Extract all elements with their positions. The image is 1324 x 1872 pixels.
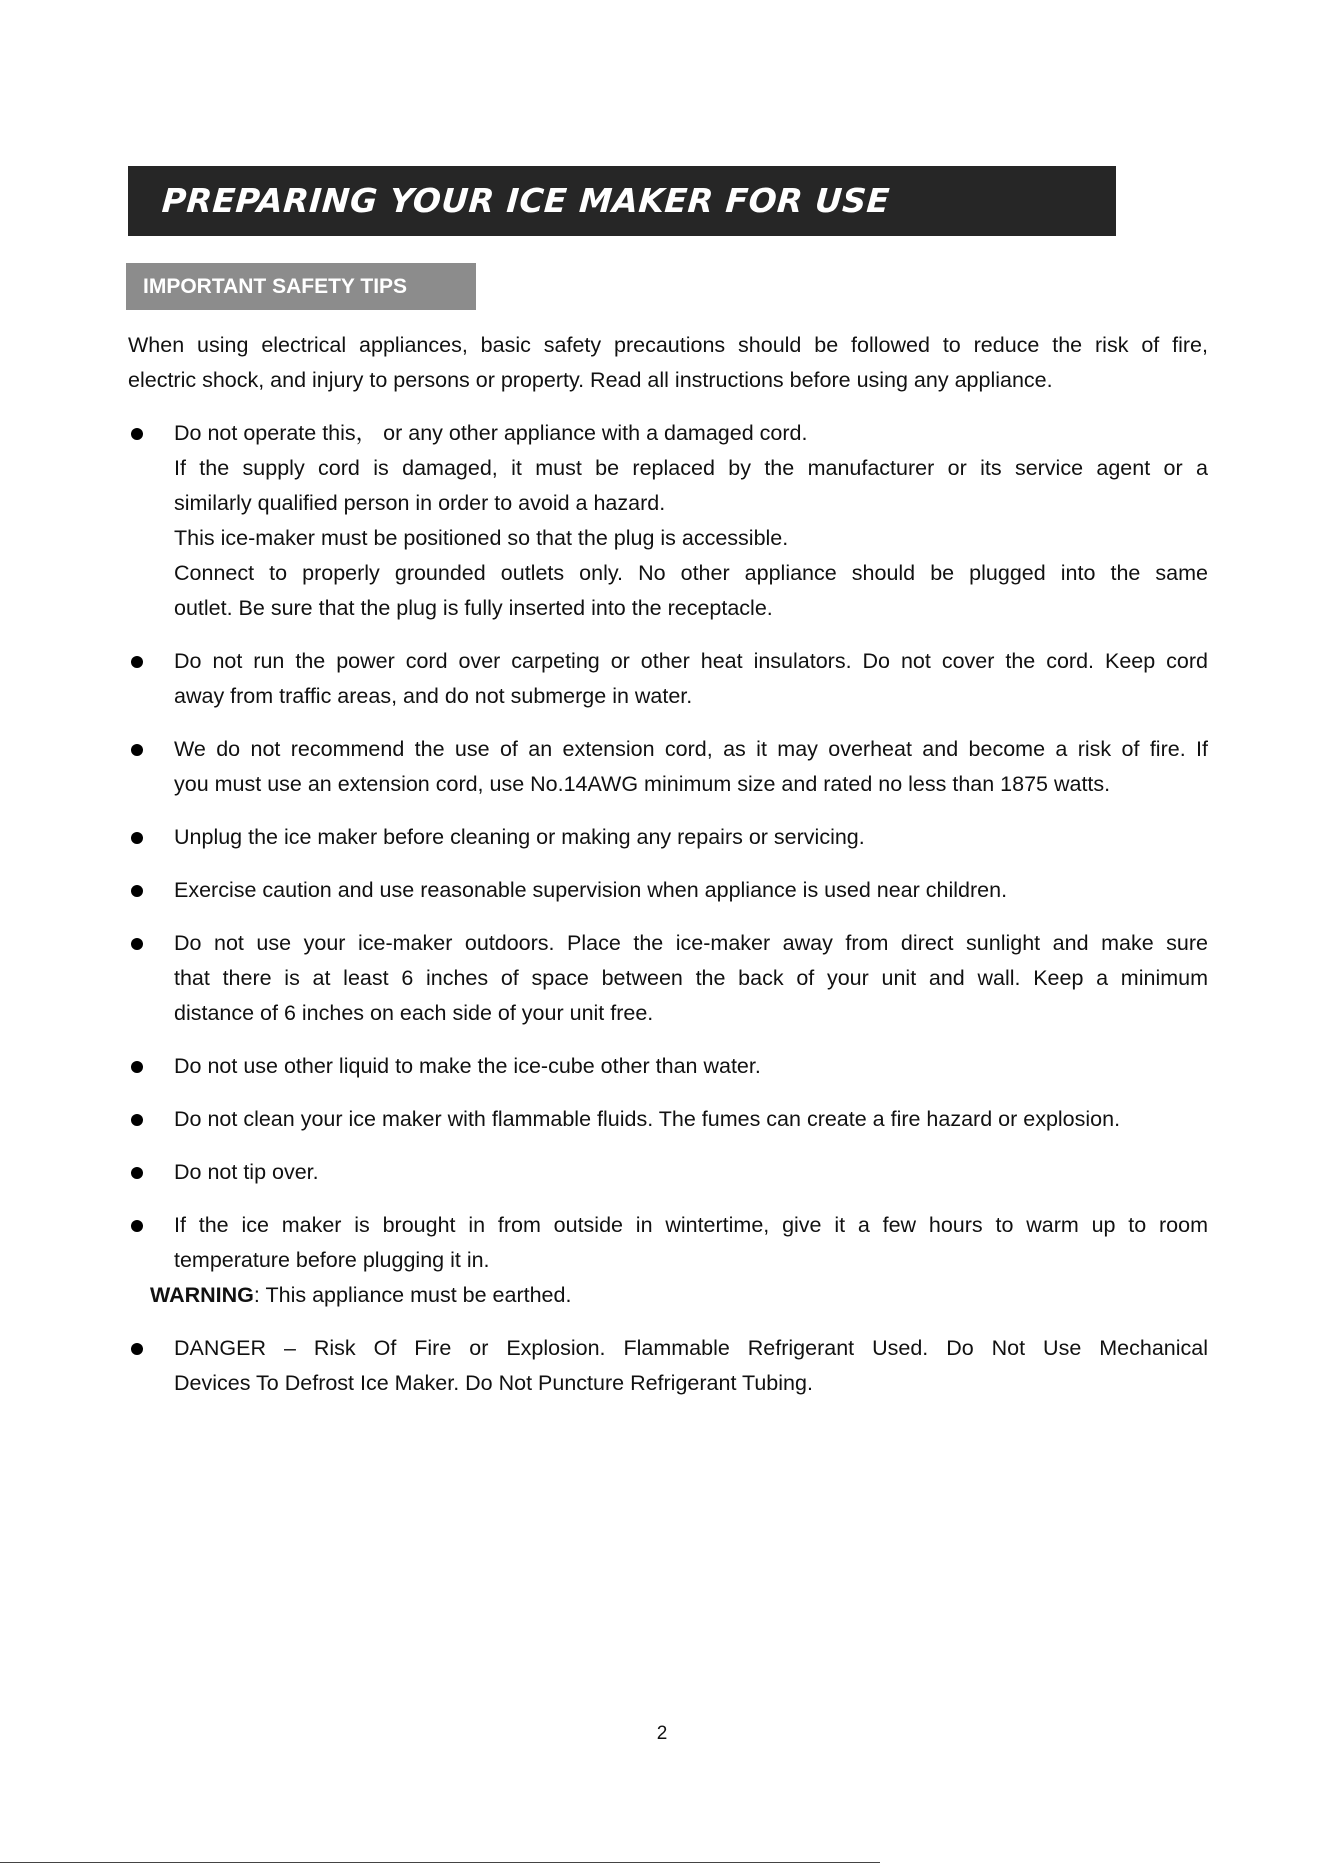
item-line: Do not operate this， or any other appliance with a damaged cord. bbox=[174, 421, 808, 445]
item-line: away from traffic areas, and do not submerge in water. bbox=[174, 684, 693, 708]
bullet-icon bbox=[131, 1343, 143, 1355]
bullet-icon bbox=[131, 938, 143, 950]
item-line: Exercise caution and use reasonable supervision when appliance is used near children. bbox=[174, 878, 1008, 902]
item-line: temperature before plugging it in. bbox=[174, 1248, 490, 1272]
item-line: This ice-maker must be positioned so that the plug is accessible. bbox=[174, 526, 789, 550]
bullet-icon bbox=[131, 1061, 143, 1073]
intro-paragraph bbox=[128, 328, 1208, 398]
list-item bbox=[128, 732, 1208, 802]
item-line: Connect to properly grounded outlets only. No other appliance should be plugged into the same bbox=[174, 561, 1208, 585]
item-line: Do not tip over. bbox=[174, 1160, 319, 1184]
subheading-box bbox=[126, 263, 476, 310]
list-item bbox=[128, 1331, 1208, 1401]
item-line: If the ice maker is brought in from outside in wintertime, give it a few hours to warm up to room bbox=[174, 1213, 1208, 1237]
page-title: PREPARING YOUR ICE MAKER FOR USE bbox=[160, 181, 892, 220]
item-line: Do not use other liquid to make the ice-cube other than water. bbox=[174, 1054, 761, 1078]
intro-line: When using electrical appliances, basic safety precautions should be followed to reduce the risk of fire, bbox=[128, 333, 1208, 357]
bullet-icon bbox=[131, 744, 143, 756]
item-line: Do not use your ice-maker outdoors. Place the ice-maker away from direct sunlight and make sure bbox=[174, 931, 1208, 955]
bullet-icon bbox=[131, 885, 143, 897]
bullet-icon bbox=[131, 656, 143, 668]
item-line: If the supply cord is damaged, it must be replaced by the manufacturer or its service agent or a bbox=[174, 456, 1208, 480]
item-line: distance of 6 inches on each side of your unit free. bbox=[174, 1001, 654, 1025]
list-item bbox=[128, 926, 1208, 1031]
bullet-icon bbox=[131, 1114, 143, 1126]
section-title-bar bbox=[128, 166, 1116, 236]
list-item bbox=[128, 873, 1208, 908]
item-line: We do not recommend the use of an extension cord, as it may overheat and become a risk of fire. If bbox=[174, 737, 1208, 761]
list-item bbox=[128, 1049, 1208, 1084]
list-item bbox=[128, 416, 1208, 626]
item-line: Devices To Defrost Ice Maker. Do Not Puncture Refrigerant Tubing. bbox=[174, 1371, 813, 1395]
list-item bbox=[128, 820, 1208, 855]
list-item bbox=[128, 644, 1208, 714]
page-number: 2 bbox=[656, 1723, 668, 1744]
list-item bbox=[128, 1208, 1208, 1278]
safety-tips-list bbox=[128, 416, 1208, 1419]
intro-line: electric shock, and injury to persons or property. Read all instructions before using any appliance. bbox=[128, 368, 1053, 392]
bullet-icon bbox=[131, 832, 143, 844]
item-line: Unplug the ice maker before cleaning or making any repairs or servicing. bbox=[174, 825, 865, 849]
warning-note bbox=[150, 1278, 1208, 1313]
item-line: Do not run the power cord over carpeting or other heat insulators. Do not cover the cord. Keep cord bbox=[174, 649, 1208, 673]
item-line: outlet. Be sure that the plug is fully inserted into the receptacle. bbox=[174, 596, 773, 620]
item-line: you must use an extension cord, use No.14AWG minimum size and rated no less than 1875 watts. bbox=[174, 772, 1111, 796]
bullet-icon bbox=[131, 1220, 143, 1232]
bullet-icon bbox=[131, 428, 143, 440]
item-line: that there is at least 6 inches of space between the back of your unit and wall. Keep a minimum bbox=[174, 966, 1208, 990]
warning-text: : This appliance must be earthed. bbox=[253, 1283, 572, 1307]
item-line: DANGER – Risk Of Fire or Explosion. Flammable Refrigerant Used. Do Not Use Mechanical bbox=[174, 1336, 1208, 1360]
bottom-divider bbox=[0, 1862, 880, 1863]
warning-label: WARNING bbox=[150, 1283, 254, 1307]
item-line: similarly qualified person in order to avoid a hazard. bbox=[174, 491, 666, 515]
list-item bbox=[128, 1102, 1208, 1137]
list-item bbox=[128, 1155, 1208, 1190]
item-line: Do not clean your ice maker with flammable fluids. The fumes can create a fire hazard or explosion. bbox=[174, 1107, 1121, 1131]
bullet-icon bbox=[131, 1167, 143, 1179]
subheading: IMPORTANT SAFETY TIPS bbox=[143, 275, 408, 298]
